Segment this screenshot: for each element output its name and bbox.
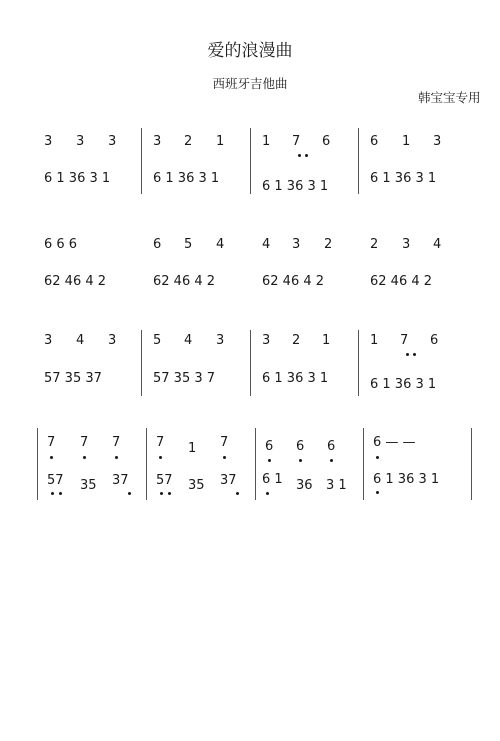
low-octave-dot bbox=[330, 459, 333, 462]
melody-note: 4 bbox=[433, 237, 442, 252]
melody-note: 6 bbox=[322, 134, 331, 149]
melody-note: 2 bbox=[184, 134, 193, 149]
low-octave-dot bbox=[406, 353, 409, 356]
melody-note: 3 bbox=[402, 237, 411, 252]
low-octave-dot bbox=[83, 456, 86, 459]
melody-note: 7 bbox=[156, 435, 165, 450]
bass-notes: 36 bbox=[296, 478, 313, 493]
bass-notes: 57 bbox=[47, 473, 64, 488]
low-octave-dot bbox=[115, 456, 118, 459]
bass-notes: 57 bbox=[156, 473, 173, 488]
barline bbox=[250, 330, 251, 396]
melody-note: 7 bbox=[80, 435, 89, 450]
low-octave-dot bbox=[159, 456, 162, 459]
bass-notes: 6 1 36 3 1 bbox=[262, 179, 329, 194]
melody-note: 3 bbox=[216, 333, 225, 348]
bass-notes: 62 46 4 2 bbox=[153, 274, 216, 289]
melody-note: 4 bbox=[216, 237, 225, 252]
bass-notes: 6 1 36 3 1 bbox=[370, 377, 437, 392]
melody-note: 4 bbox=[76, 333, 85, 348]
low-octave-dot bbox=[128, 492, 131, 495]
barline bbox=[250, 128, 251, 194]
barline bbox=[363, 428, 364, 500]
bass-notes: 57 35 37 bbox=[44, 371, 102, 386]
melody-note: 3 bbox=[262, 333, 271, 348]
barline bbox=[141, 128, 142, 194]
melody-note: 7 bbox=[400, 333, 409, 348]
low-octave-dot bbox=[223, 456, 226, 459]
bass-notes: 57 35 3 7 bbox=[153, 371, 216, 386]
bass-notes: 37 bbox=[112, 473, 129, 488]
melody-note: 6 bbox=[153, 237, 162, 252]
melody-note: 4 bbox=[184, 333, 193, 348]
barline bbox=[358, 330, 359, 396]
melody-note: 6 bbox=[265, 439, 274, 454]
low-octave-dot bbox=[305, 154, 308, 157]
low-octave-dot bbox=[50, 456, 53, 459]
melody-note: 4 bbox=[262, 237, 271, 252]
low-octave-dot bbox=[51, 492, 54, 495]
low-octave-dot bbox=[168, 492, 171, 495]
low-octave-dot bbox=[160, 492, 163, 495]
low-octave-dot bbox=[236, 492, 239, 495]
melody-note: 5 bbox=[184, 237, 193, 252]
bass-notes: 6 1 bbox=[262, 472, 283, 487]
melody-note: 6 bbox=[296, 439, 305, 454]
bass-notes: 62 46 4 2 bbox=[370, 274, 433, 289]
bass-notes: 3 1 bbox=[326, 478, 347, 493]
melody-note: 3 bbox=[44, 333, 53, 348]
barline bbox=[471, 428, 472, 500]
low-octave-dot bbox=[376, 491, 379, 494]
bass-notes: 6 1 36 3 1 bbox=[262, 371, 329, 386]
song-subtitle: 西班牙吉他曲 bbox=[212, 76, 288, 91]
melody-note: 2 bbox=[324, 237, 333, 252]
melody-note: 7 bbox=[292, 134, 301, 149]
melody-note: 6 bbox=[327, 439, 336, 454]
bass-notes: 62 46 4 2 bbox=[44, 274, 107, 289]
low-octave-dot bbox=[376, 456, 379, 459]
melody-note: 3 bbox=[108, 134, 117, 149]
low-octave-dot bbox=[268, 459, 271, 462]
melody-note: 1 bbox=[322, 333, 331, 348]
melody-note: 3 bbox=[153, 134, 162, 149]
bass-notes: 35 bbox=[188, 478, 205, 493]
bass-notes: 6 1 36 3 1 bbox=[44, 171, 111, 186]
barline bbox=[358, 128, 359, 194]
melody-note: 7 bbox=[47, 435, 56, 450]
low-octave-dot bbox=[298, 154, 301, 157]
bass-notes: 6 1 36 3 1 bbox=[373, 472, 440, 487]
melody-note: 7 bbox=[220, 435, 229, 450]
bass-notes: 6 1 36 3 1 bbox=[370, 171, 437, 186]
low-octave-dot bbox=[299, 459, 302, 462]
barline bbox=[37, 428, 38, 500]
melody-note: 7 bbox=[112, 435, 121, 450]
melody-note: 2 bbox=[292, 333, 301, 348]
melody-note: 6 — — bbox=[373, 435, 416, 450]
bass-notes: 35 bbox=[80, 478, 97, 493]
low-octave-dot bbox=[59, 492, 62, 495]
melody-note: 1 bbox=[216, 134, 225, 149]
melody-note: 6 6 6 bbox=[44, 237, 78, 252]
arranger-note: 韩宝宝专用 bbox=[418, 90, 481, 105]
melody-note: 1 bbox=[370, 333, 379, 348]
bass-notes: 62 46 4 2 bbox=[262, 274, 325, 289]
low-octave-dot bbox=[266, 492, 269, 495]
melody-note: 6 bbox=[370, 134, 379, 149]
barline bbox=[146, 428, 147, 500]
melody-note: 3 bbox=[108, 333, 117, 348]
melody-note: 3 bbox=[44, 134, 53, 149]
barline bbox=[255, 428, 256, 500]
melody-note: 1 bbox=[402, 134, 411, 149]
low-octave-dot bbox=[413, 353, 416, 356]
melody-note: 1 bbox=[188, 441, 197, 456]
song-title: 爱的浪漫曲 bbox=[207, 41, 293, 61]
melody-note: 3 bbox=[76, 134, 85, 149]
melody-note: 1 bbox=[262, 134, 271, 149]
melody-note: 3 bbox=[433, 134, 442, 149]
melody-note: 6 bbox=[430, 333, 439, 348]
bass-notes: 37 bbox=[220, 473, 237, 488]
bass-notes: 6 1 36 3 1 bbox=[153, 171, 220, 186]
melody-note: 3 bbox=[292, 237, 301, 252]
barline bbox=[141, 330, 142, 396]
melody-note: 2 bbox=[370, 237, 379, 252]
melody-note: 5 bbox=[153, 333, 162, 348]
